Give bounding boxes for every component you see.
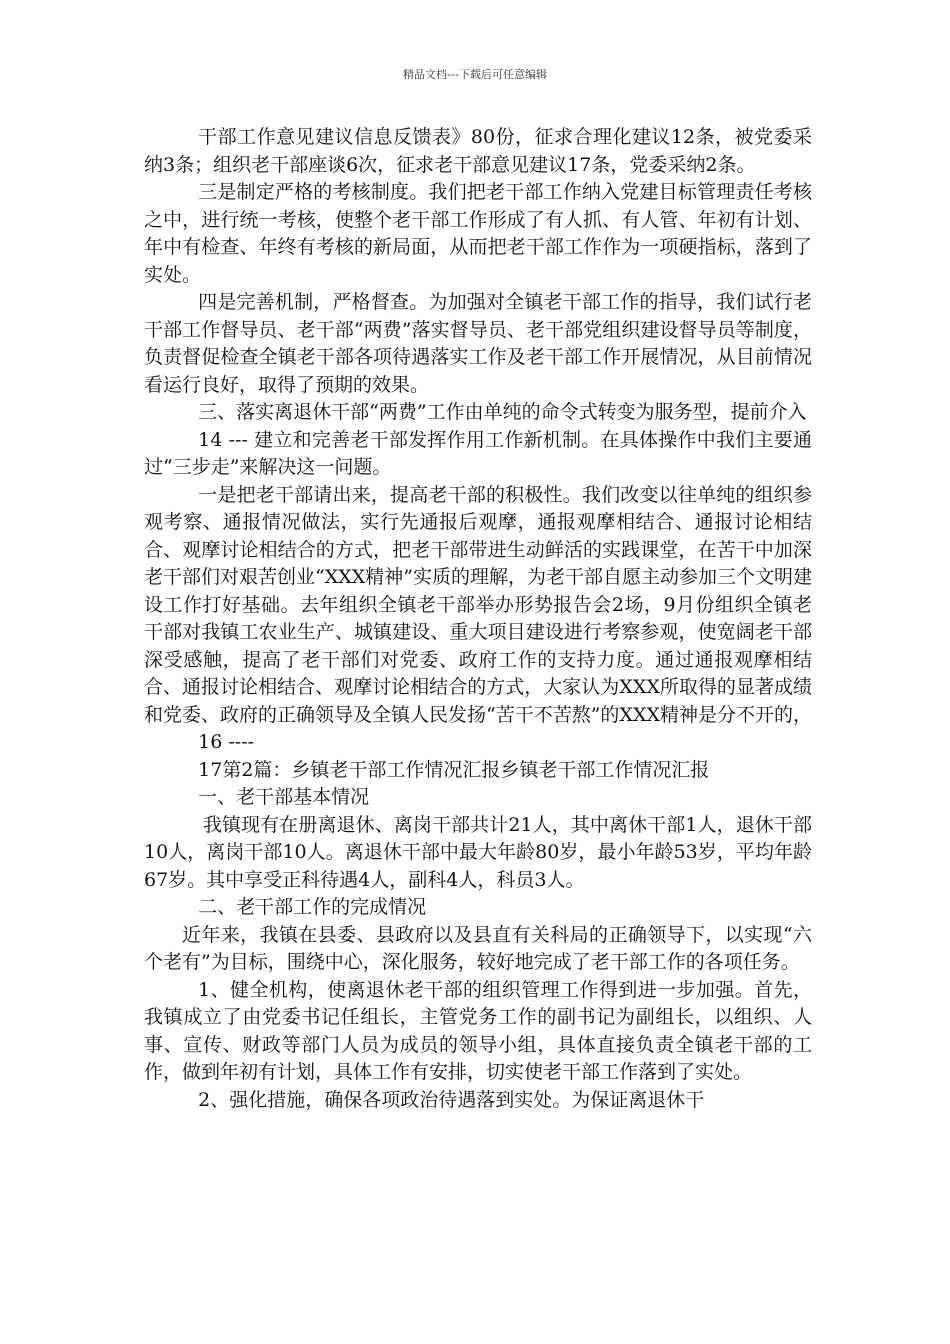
page-header: 精品文档---下载后可任意编辑 bbox=[403, 68, 547, 81]
paragraph: 1、健全机构，使离退休老干部的组织管理工作得到进一步加强。首先，我镇成立了由党委书记任组长，主管党务工作的副书记为副组长，以组织、人事、宣传、财政等部门人员为成员的领导小组，具体直接负责全镇老干部的工作，做到年初有计划，具体工作有安排，切实使老干部工作落到了实处。 bbox=[144, 978, 812, 1083]
page-number-line: 16 ---- bbox=[198, 731, 255, 753]
paragraph: 干部工作意见建议信息反馈表》80份，征求合理化建议12条，被党委采纳3条；组织老干部座谈6次，征求老干部意见建议17条，党委采纳2条。 bbox=[144, 126, 812, 176]
document-body bbox=[144, 124, 812, 1114]
section-heading: 二、老干部工作的完成情况 bbox=[198, 896, 427, 918]
paragraph: 近年来，我镇在县委、县政府以及县直有关科局的正确领导下，以实现“六个老有”为目标，围绕中心，深化服务，较好地完成了老干部工作的各项任务。 bbox=[144, 923, 812, 973]
paragraph: 14 --- 建立和完善老干部发挥作用工作新机制。在具体操作中我们主要通过“三步走”来解决这一问题。 bbox=[144, 428, 812, 478]
paragraph: 一是把老干部请出来，提高老干部的积极性。我们改变以往单纯的组织参观考察、通报情况做法，实行先通报后观摩，通报观摩相结合、通报讨论相结合、观摩讨论相结合的方式，把老干部带进生动鲜活的实践课堂，在苦干中加深老干部们对艰苦创业“XXX精神”实质的理解，为老干部自愿主动参加三个文明建设工作打好基础。去年组织全镇老干部举办形势报告会2场，9月份组织全镇老干部对我镇工农业生产、城镇建设、重大项目建设进行考察参观，使宽阔老干部深受感触，提高了老干部们对党委、政府工作的支持力度。通过通报观摩相结合、通报讨论相结合、观摩讨论相结合的方式，大家认为XXX所取得的显著成绩和党委、政府的正确领导及全镇人民发扬“苦干不苦熬”的XXX精神是分不开的， bbox=[144, 483, 813, 726]
paragraph: 三是制定严格的考核制度。我们把老干部工作纳入党建目标管理责任考核之中，进行统一考核，使整个老干部工作形成了有人抓、有人管、年初有计划、年中有检查、年终有考核的新局面，从而把老干部工作作为一项硬指标，落到了实处。 bbox=[144, 181, 812, 286]
paragraph: 四是完善机制，严格督查。为加强对全镇老干部工作的指导，我们试行老干部工作督导员、老干部“两费”落实督导员、老干部党组织建设督导员等制度，负责督促检查全镇老干部各项待遇落实工作及老干部工作开展情况，从目前情况看运行良好，取得了预期的效果。 bbox=[144, 291, 812, 396]
chapter-title: 17第2篇：乡镇老干部工作情况汇报乡镇老干部工作情况汇报 bbox=[198, 758, 710, 781]
section-heading: 一、老干部基本情况 bbox=[198, 786, 370, 808]
paragraph: 我镇现有在册离退休、离岗干部共计21人，其中离休干部1人，退休干部10人，离岗干部10人。离退休干部中最大年龄80岁，最小年龄53岁，平均年龄67岁。其中享受正科待遇4人，副科4人，科员3人。 bbox=[144, 813, 812, 891]
section-heading: 三、落实离退休干部“两费”工作由单纯的命令式转变为服务型，提前介入 bbox=[198, 401, 807, 423]
paragraph: 2、强化措施，确保各项政治待遇落到实处。为保证离退休干 bbox=[198, 1088, 705, 1111]
